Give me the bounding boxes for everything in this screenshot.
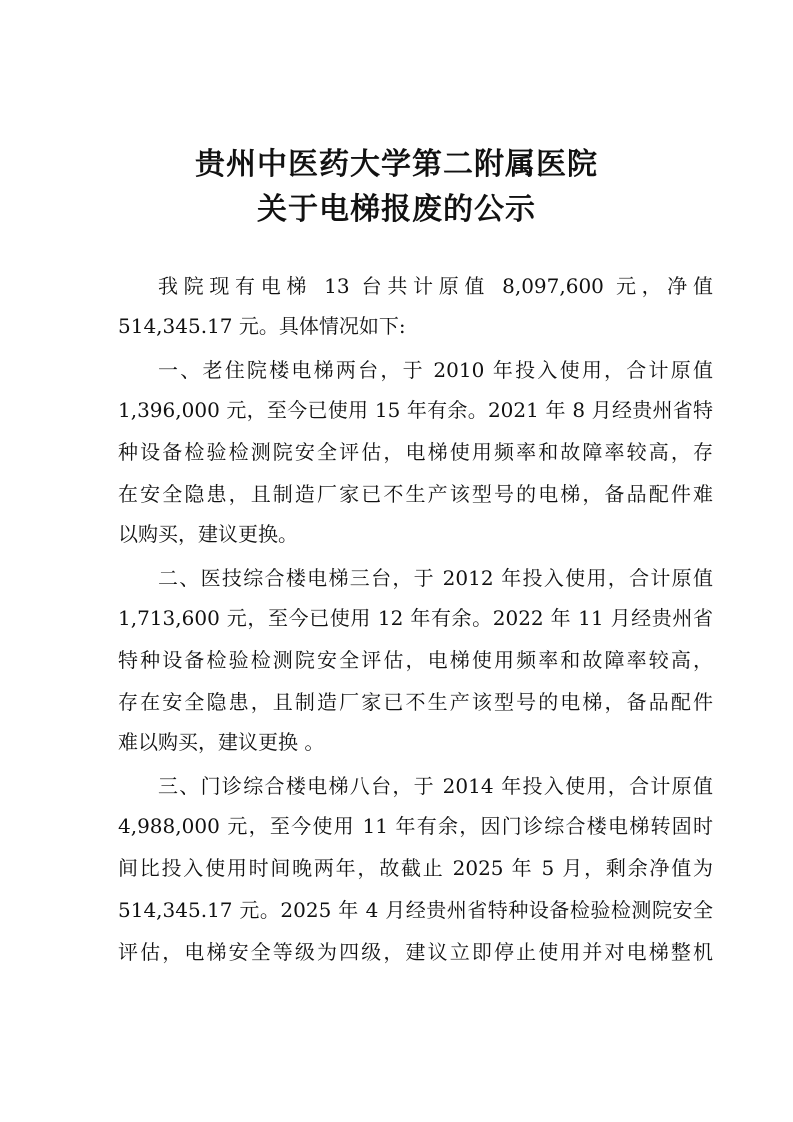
paragraph-line: 一、老住院楼电梯两台，于 2010 年投入使用，合计原值 (158, 358, 713, 382)
paragraph-line: 1,713,600 元，至今已使用 12 年有余。2022 年 11 月经贵州省 (118, 606, 713, 630)
paragraph-line: 514,345.17 元。具体情况如下: (118, 314, 406, 338)
paragraph-4 (0, 766, 793, 806)
paragraph-line: 三、门诊综合楼电梯八台，于 2014 年投入使用，合计原值 (158, 774, 713, 798)
paragraph-line: 评估，电梯安全等级为四级，建议立即停止使用并对电梯整机 (118, 940, 713, 964)
paragraph-line: 514,345.17 元。2025 年 4 月经贵州省特种设备检验检测院安全 (118, 898, 713, 922)
paragraph-line: 4,988,000 元，至今使用 11 年有余，因门诊综合楼电梯转固时 (118, 814, 713, 838)
paragraph-line: 难以购买，建议更换 。 (118, 730, 325, 754)
document-title-line-2: 关于电梯报废的公示 (257, 192, 536, 227)
paragraph-line: 我院现有电梯 13 台共计原值 8,097,600 元，净值 (158, 274, 713, 298)
paragraph-line: 在安全隐患，且制造厂家已不生产该型号的电梯，备品配件难 (118, 482, 713, 506)
paragraph-line: 间比投入使用时间晚两年，故截止 2025 年 5 月，剩余净值为 (118, 856, 713, 880)
document-title-line-1: 贵州中医药大学第二附属医院 (195, 147, 598, 182)
paragraph-line: 1,396,000 元，至今已使用 15 年有余。2021 年 8 月经贵州省特 (118, 398, 713, 422)
paragraph-1 (0, 266, 793, 306)
paragraph-line: 二、医技综合楼电梯三台，于 2012 年投入使用，合计原值 (158, 566, 713, 590)
paragraph-line: 以购买，建议更换。 (118, 522, 298, 546)
paragraph-line: 存在安全隐患，且制造厂家已不生产该型号的电梯，备品配件 (118, 690, 713, 714)
paragraph-line: 特种设备检验检测院安全评估，电梯使用频率和故障率较高， (118, 648, 713, 672)
paragraph-line: 种设备检验检测院安全评估，电梯使用频率和故障率较高，存 (118, 440, 713, 464)
paragraph-2 (0, 350, 793, 390)
paragraph-3 (0, 558, 793, 598)
